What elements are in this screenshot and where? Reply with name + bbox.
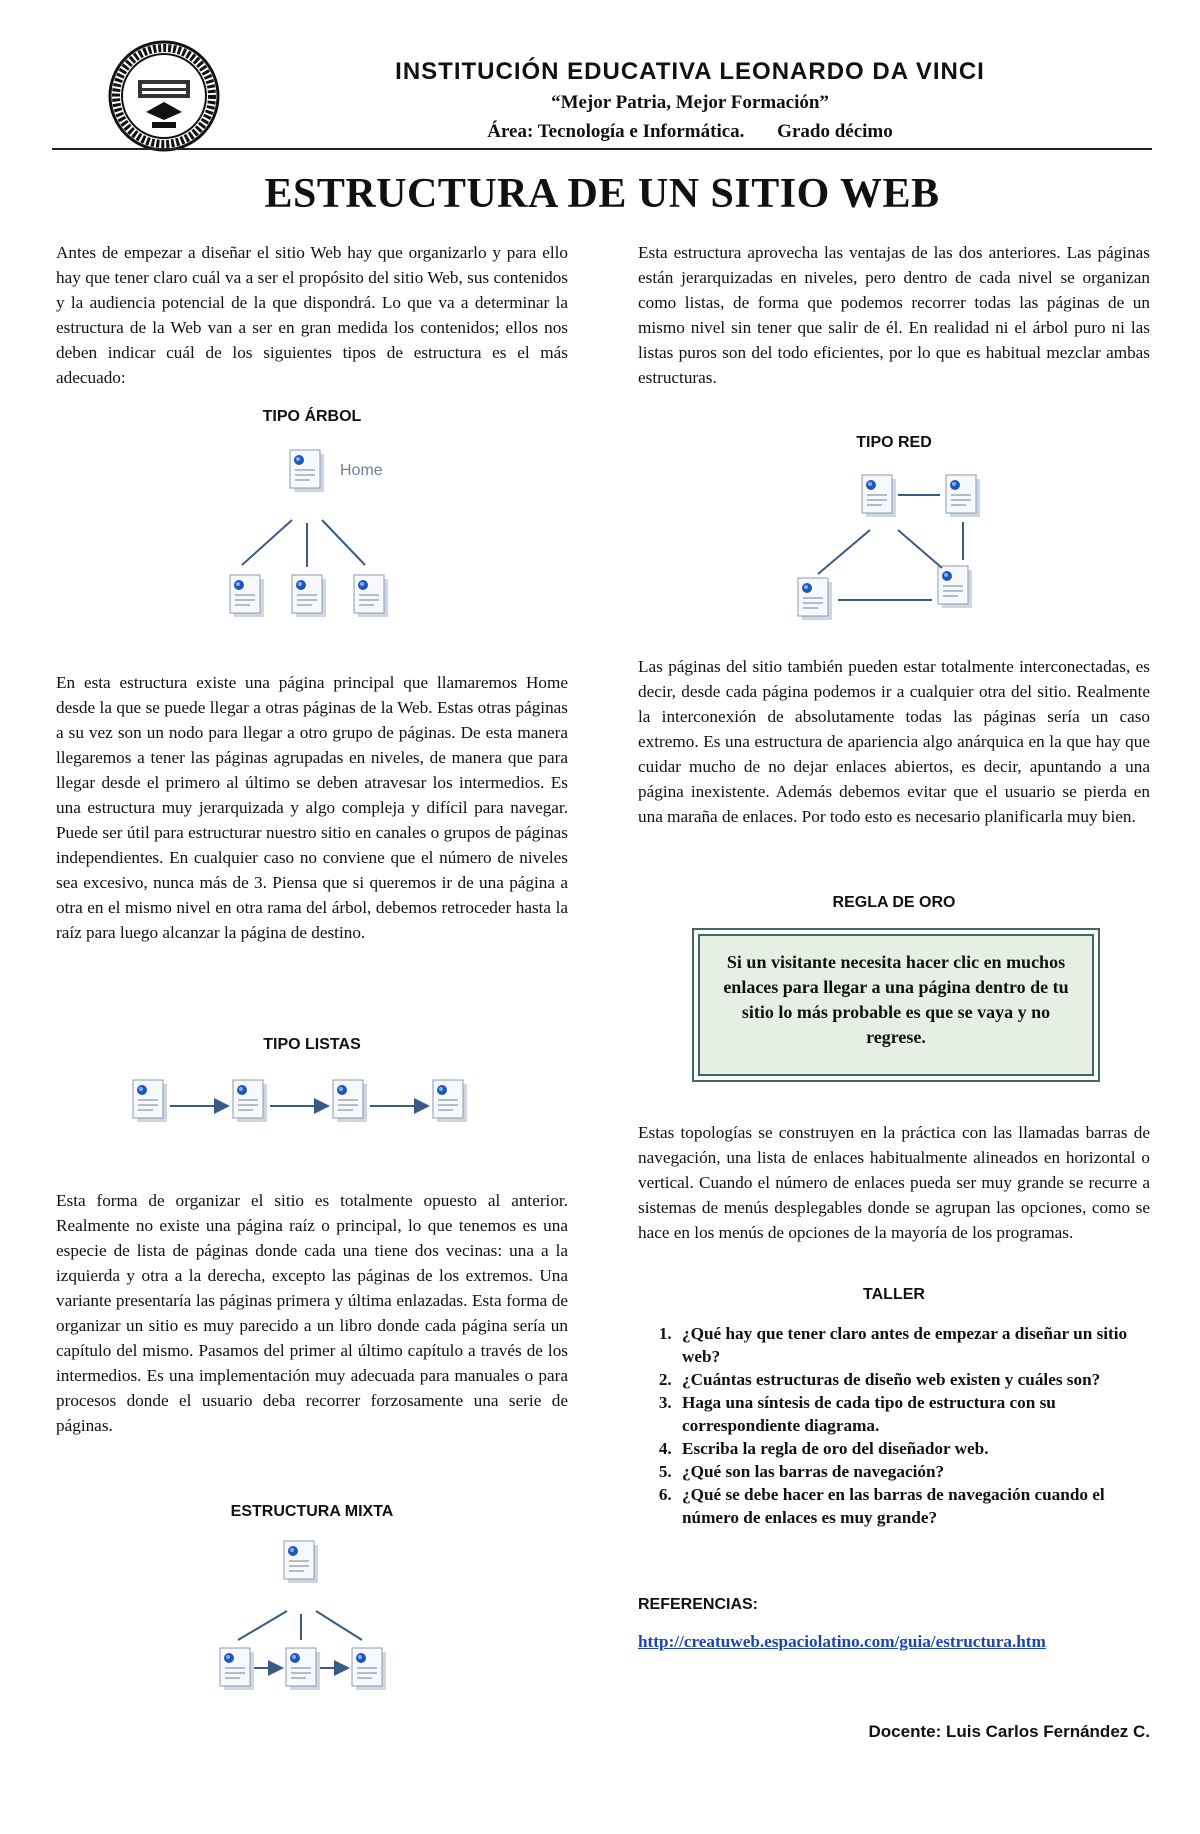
institution-seal xyxy=(108,40,220,152)
course-info xyxy=(240,121,1140,143)
institution-name: INSTITUCIÓN EDUCATIVA LEONARDO DA VINCI xyxy=(395,58,985,85)
topologies-paragraph xyxy=(638,1120,1150,1245)
tree-home-label: Home xyxy=(340,462,383,479)
tree-heading: TIPO ÁRBOL xyxy=(262,408,362,425)
taller-question: 2. ¿Cuántas estructuras de diseño web existen y cuáles son? xyxy=(676,1368,1150,1391)
teacher-name: Docente: Luis Carlos Fernández C. xyxy=(868,1722,1150,1741)
lists-text: Esta forma de organizar el sitio es totalmente opuesto al anterior. Realmente no existe una página raíz o principal, lo que tenemos es una especie de lista de páginas donde cada una tiene dos vecinas: una a la izquierda y otra a la derecha, excepto las páginas de los extremos. Una variante presentaría las páginas primera y última enlazadas. Esta forma de organizar un sitio es muy parecido a un libro donde cada página sería un capítulo del mismo. Pasamos del primer al último capítulo a través de los intermedios. Es una implementación muy adecuada para manuales o para procesos donde el usuario deba recorrer forzosamente una serie de páginas. xyxy=(56,1191,568,1435)
taller-question: 6. ¿Qué se debe hacer en las barras de navegación cuando el número de enlaces es muy grande? xyxy=(676,1483,1150,1529)
course-grade: Grado décimo xyxy=(777,121,893,142)
mixed-paragraph xyxy=(638,240,1150,390)
institution-motto: “Mejor Patria, Mejor Formación” xyxy=(551,92,829,113)
mixed-text: Esta estructura aprovecha las ventajas de las dos anteriores. Las páginas están jerarquizadas en niveles, pero dentro de cada nivel se organizan como listas, de forma que podemos recorrer todas las páginas de un mismo nivel sin tener que salir de él. En realidad ni el árbol puro ni las listas puros son del todo eficientes, por lo que es habitual mezclar ambas estructuras. xyxy=(638,243,1150,387)
intro-text: Antes de empezar a diseñar el sitio Web hay que organizarlo y para ello hay que tener claro cuál va a ser el propósito del sitio Web, sus contenidos y la audiencia potencial de la que dispondrá. Lo que va a determinar la estructura de la Web van a ser en gran medida los contenidos; ellos nos deben indicar cuál de los siguientes tipos de estructura es el más adecuado: xyxy=(56,243,568,387)
taller-heading: TALLER xyxy=(863,1286,925,1303)
tree-text: En esta estructura existe una página principal que llamaremos Home desde la que se puede llegar a otras páginas de la Web. Estas otras páginas a su vez son un nodo para llegar a otro grupo de páginas. De esta manera llegaremos a tener las páginas agrupadas en niveles, de manera que para llegar desde el primero al último se deben atravesar los intermedios. Es una estructura muy jerarquizada y algo compleja y difícil para navegar. Puede ser útil para estructurar nuestro sitio en canales o grupos de páginas independientes. En cualquier caso no conviene que el número de niveles sea excesivo, nunca más de 3. Piensa que si queremos ir de una página a otra en el mismo nivel en otra rama del árbol, debemos retroceder hasta la raíz para luego alcanzar la página de destino. xyxy=(56,673,568,942)
gold-rule-box xyxy=(698,934,1094,1076)
reference-link[interactable]: http://creatuweb.espaciolatino.com/guia/estructura.htm xyxy=(638,1632,1046,1651)
reference-item xyxy=(638,1632,1150,1652)
taller-question: 3. Haga una síntesis de cada tipo de estructura con su correspondiente diagrama. xyxy=(676,1391,1150,1437)
tree-diagram xyxy=(220,445,440,655)
tree-root-page xyxy=(290,450,324,492)
tree-child-page xyxy=(230,575,264,617)
page-title: ESTRUCTURA DE UN SITIO WEB xyxy=(264,171,940,217)
lists-heading: TIPO LISTAS xyxy=(263,1036,361,1053)
lists-diagram xyxy=(128,1072,508,1152)
topologies-text: Estas topologías se construyen en la práctica con las llamadas barras de navegación, una lista de enlaces habitualmente alineados en horizontal o vertical. Cuando el número de enlaces pueda ser muy grande se recurre a sistemas de menús desplegables donde se agrupan las opciones, como se hace en los menús de opciones de la mayoría de los programas. xyxy=(638,1123,1150,1242)
tree-child-page xyxy=(354,575,388,617)
lists-paragraph xyxy=(56,1188,568,1438)
gold-rule-text: Si un visitante necesita hacer clic en muchos enlaces para llegar a una página dentro de tu sitio lo más probable es que se vaya y no regrese. xyxy=(723,952,1069,1047)
taller-list-container xyxy=(638,1322,1150,1529)
references-heading: REFERENCIAS: xyxy=(638,1596,759,1613)
net-heading: TIPO RED xyxy=(856,434,932,451)
net-text: Las páginas del sitio también pueden estar totalmente interconectadas, es decir, desde cada página podemos ir a cualquier otra del sitio. Realmente la interconexión de absolutamente todas las páginas sería un caso extremo. Es una estructura de apariencia algo anárquica en la que hay que cuidar mucho de no dejar enlaces abiertos, es decir, apuntando a una página inexistente. Además debemos evitar que el usuario se pierda en una maraña de enlaces. Por todo esto es necesario planificarla muy bien. xyxy=(638,657,1150,826)
tree-child-page xyxy=(292,575,326,617)
mixed-diagram xyxy=(212,1536,422,1696)
gold-rule-heading: REGLA DE ORO xyxy=(832,894,956,911)
mixed-heading: ESTRUCTURA MIXTA xyxy=(230,1503,394,1520)
taller-question: 1. ¿Qué hay que tener claro antes de empezar a diseñar un sitio web? xyxy=(676,1322,1150,1368)
net-diagram xyxy=(790,470,990,640)
taller-question: 5. ¿Qué son las barras de navegación? xyxy=(676,1460,1150,1483)
header-rule xyxy=(52,148,1152,150)
tree-paragraph xyxy=(56,670,568,945)
course-area: Área: Tecnología e Informática. xyxy=(487,121,745,142)
net-paragraph xyxy=(638,654,1150,829)
taller-list xyxy=(638,1322,1150,1529)
taller-question: 4. Escriba la regla de oro del diseñador web. xyxy=(676,1437,1150,1460)
intro-paragraph xyxy=(56,240,568,390)
